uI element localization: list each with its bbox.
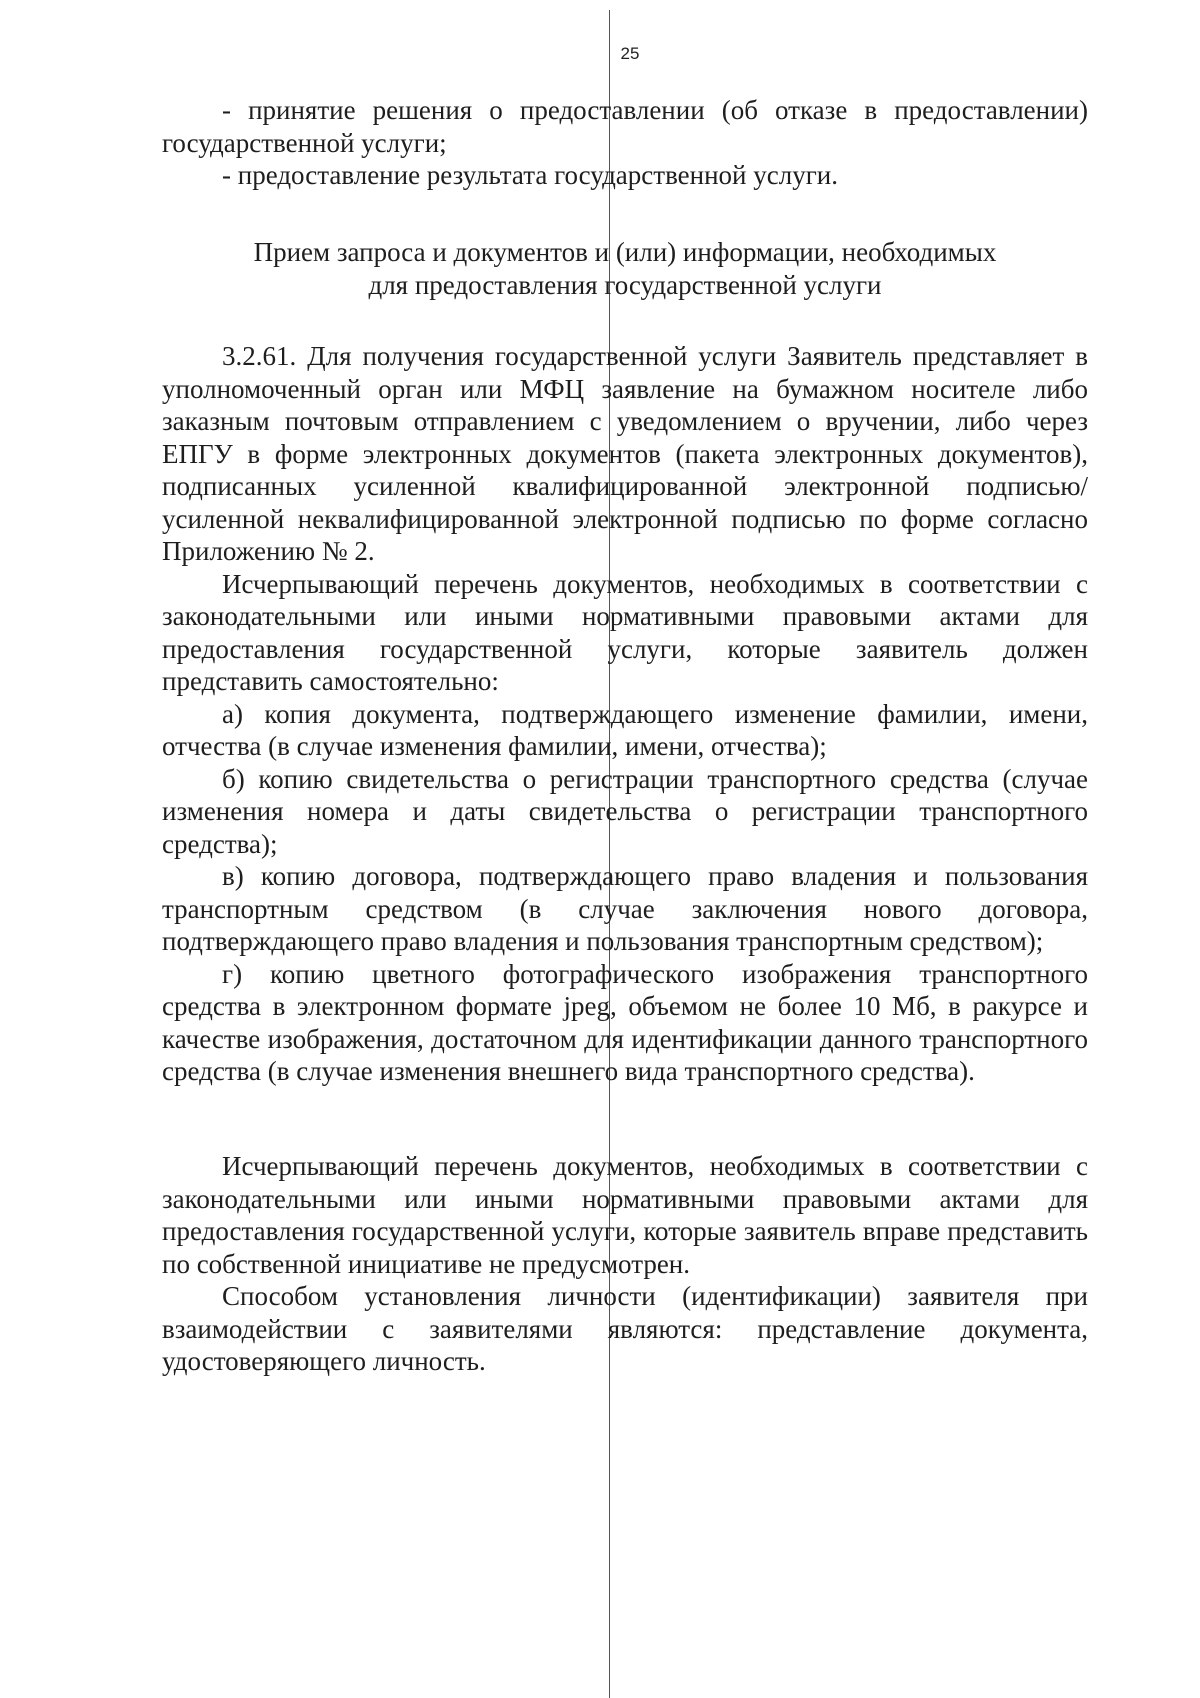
main-paragraphs (162, 340, 1088, 1088)
section-heading-line-1: Прием запроса и документов и (или) информации, необходимых (253, 237, 997, 267)
closing-paragraphs (162, 1150, 1088, 1378)
paragraph-identification: Способом установления личности (идентификации) заявителя при взаимодействии с заявителями являются: представление документа, удостоверяющего личность. (162, 1281, 1088, 1376)
section-heading (162, 236, 1088, 301)
section-heading-line-2: для предоставления государственной услуги (368, 269, 882, 300)
paragraph-3-2-61: 3.2.61. Для получения государственной услуги Заявитель представляет в уполномоченный орган или МФЦ заявление на бумажном носителе либо заказным почтовым отправлением с уведомлением о вручении, либо через ЕПГУ в форме электронных документов (пакета электронных документов), подписанных усиленной квалифицированной электронной подписью/усиленной неквалифицированной электронной подписью по форме согласно Приложению № 2. (162, 341, 1088, 566)
paragraph-required-docs: Исчерпывающий перечень документов, необходимых в соответствии с законодательными или иными нормативными правовыми актами для предоставления государственной услуги, которые заявитель должен представить самостоятельно: (162, 568, 1088, 696)
intro-item-2: - предоставление результата государственной услуги. (222, 160, 838, 190)
list-item-a: а) копия документа, подтверждающего изменение фамилии, имени, отчества (в случае изменения фамилии, имени, отчества); (162, 698, 1088, 761)
intro-item-1: - принятие решения о предоставлении (об отказе в предоставлении) государственной услуги; (162, 95, 1088, 158)
paragraph-optional-docs: Исчерпывающий перечень документов, необходимых в соответствии с законодательными или иными нормативными правовыми актами для предоставления государственной услуги, которые заявитель вправе представить по собственной инициативе не предусмотрен. (162, 1151, 1088, 1279)
list-item-b: б) копию свидетельства о регистрации транспортного средства (случае изменения номера и даты свидетельства о регистрации транспортного средства); (162, 763, 1088, 859)
list-item-v: в) копию договора, подтверждающего право владения и пользования транспортным средством (в случае заключения нового договора, подтверждающего право владения и пользования транспортным средством); (162, 861, 1088, 956)
list-item-g: г) копию цветного фотографического изображения транспортного средства в электронном формате jpeg, объемом не более 10 Мб, в ракурсе и качестве изображения, достаточном для идентификации данного транспортного средства (в случае изменения внешнего вида транспортного средства). (162, 958, 1088, 1086)
intro-list (162, 94, 1088, 192)
page-number: 25 (620, 44, 640, 63)
